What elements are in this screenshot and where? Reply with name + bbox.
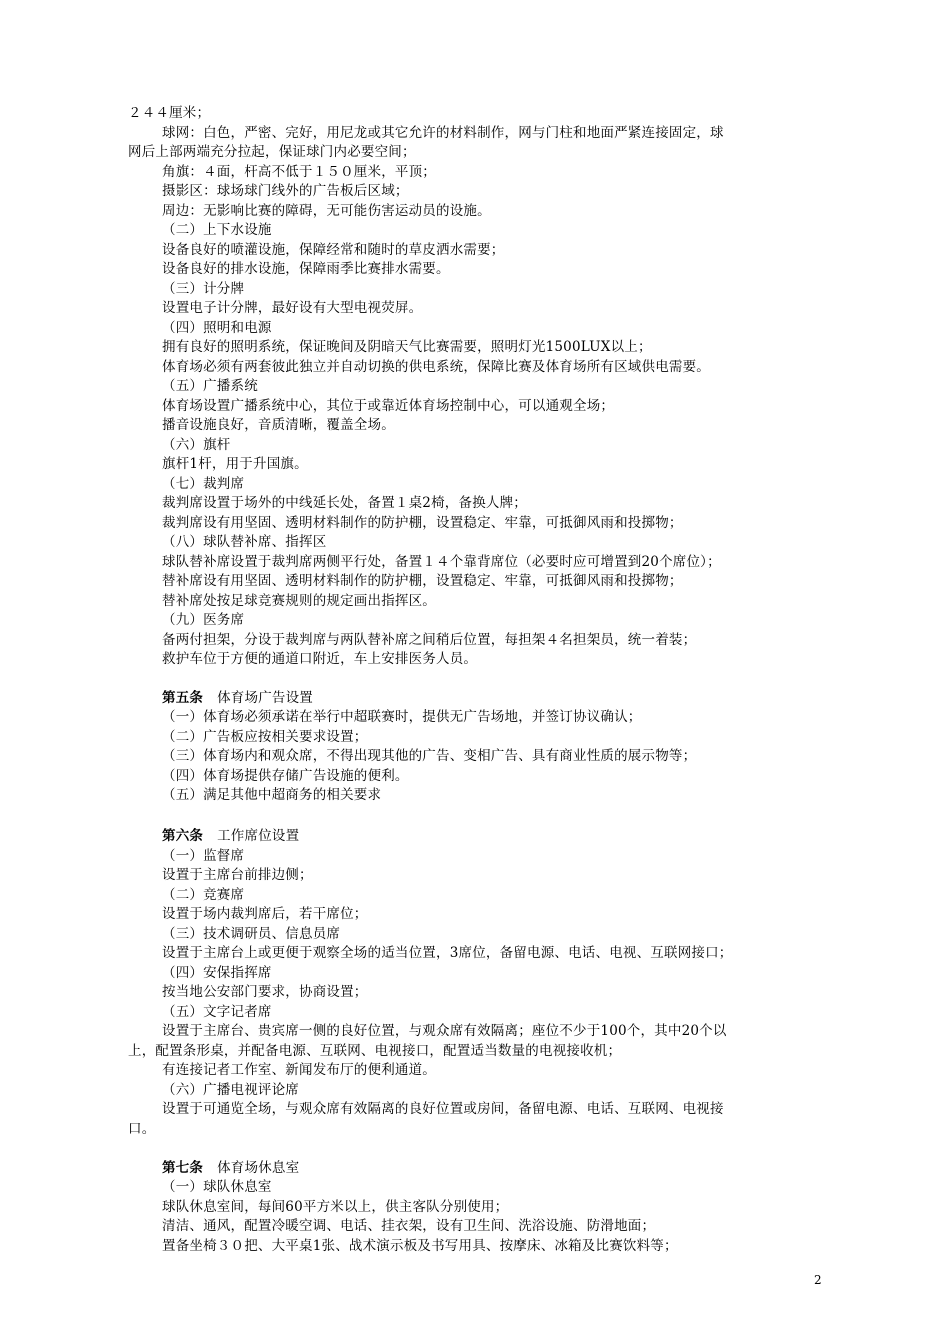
subheading: （八）球队替补席、指挥区 [162,534,327,550]
text-line: 角旗：４面，杆高不低于１５０厘米，平顶； [162,164,436,180]
subheading: （二）竞赛席 [162,887,245,903]
subheading: （六）旗杆 [162,437,231,453]
text-line: 设备良好的排水设施，保障雨季比赛排水需要。 [162,261,450,277]
text-line: 置备坐椅３０把、大平桌1张、战术演示板及书写用具、按摩床、冰箱及比赛饮料等； [162,1238,678,1254]
article-heading [162,689,313,708]
text-line: ２４４厘米； [128,105,211,121]
text-line: 设置于场内裁判席后，若干席位； [162,906,368,922]
article-label: 第七条 [162,1160,204,1176]
text-line: 上，配置条形桌，并配备电源、互联网、电视接口，配置适当数量的电视接收机； [128,1043,622,1059]
text-line: 替补席处按足球竞赛规则的规定画出指挥区。 [162,593,436,609]
text-line: （二）广告板应按相关要求设置； [162,729,368,745]
text-line: 周边：无影响比赛的障碍，无可能伤害运动员的设施。 [162,203,491,219]
text-line: 按当地公安部门要求，协商设置； [162,984,368,1000]
text-line: 替补席设有用坚固、透明材料制作的防护棚，设置稳定、牢靠，可抵御风雨和投掷物； [162,573,683,589]
subheading: （七）裁判席 [162,476,245,492]
article-heading [162,827,299,846]
article-title: 体育场广告设置 [217,690,314,706]
text-line: 清洁、通风，配置冷暖空调、电话、挂衣架，设有卫生间、洗浴设施、防滑地面； [162,1218,656,1234]
text-line: 体育场必须有两套彼此独立并自动切换的供电系统，保障比赛及体育场所有区域供电需要。 [162,359,710,375]
subheading: （四）照明和电源 [162,320,272,336]
article-heading [162,1159,299,1178]
subheading: （二）上下水设施 [162,222,272,238]
subheading: （三）计分牌 [162,281,245,297]
text-line: 球队替补席设置于裁判席两侧平行处，备置１４个靠背席位（必要时应可增置到20个席位）； [162,554,721,570]
text-line: 有连接记者工作室、新闻发布厅的便利通道。 [162,1062,436,1078]
text-line: （四）体育场提供存储广告设施的便利。 [162,768,409,784]
text-line: 球队休息室间，每间60平方米以上，供主客队分别使用； [162,1199,509,1215]
text-line: 设置于主席台前排边侧； [162,867,313,883]
text-line: 备两付担架，分设于裁判席与两队替补席之间稍后位置，每担架４名担架员，统一着装； [162,632,697,648]
text-line: 球网：白色，严密、完好，用尼龙或其它允许的材料制作，网与门柱和地面严紧连接固定，球 [162,125,724,141]
text-line: 旗杆1杆，用于升国旗。 [162,456,308,472]
article-label: 第六条 [162,828,204,844]
text-line: 设置于主席台、贵宾席一侧的良好位置，与观众席有效隔离；座位不少于100个，其中20个以 [162,1023,727,1039]
text-line: 设备良好的喷灌设施，保障经常和随时的草皮洒水需要； [162,242,505,258]
subheading: （四）安保指挥席 [162,965,272,981]
text-line: 裁判席设有用坚固、透明材料制作的防护棚，设置稳定、牢靠，可抵御风雨和投掷物； [162,515,683,531]
article-label: 第五条 [162,690,204,706]
text-line: 播音设施良好，音质清晰，覆盖全场。 [162,417,395,433]
text-line: 口。 [128,1121,156,1137]
article-title: 工作席位设置 [217,828,300,844]
subheading: （三）技术调研员、信息员席 [162,926,341,942]
subheading: （五）广播系统 [162,378,258,394]
text-line: （三）体育场内和观众席，不得出现其他的广告、变相广告、具有商业性质的展示物等； [162,748,697,764]
text-line: 设置电子计分牌，最好设有大型电视荧屏。 [162,300,423,316]
text-line: 拥有良好的照明系统，保证晚间及阴暗天气比赛需要，照明灯光1500LUX以上； [162,339,652,355]
text-line: 设置于可通览全场，与观众席有效隔离的良好位置或房间，备留电源、电话、互联网、电视接 [162,1101,724,1117]
text-line: （五）满足其他中超商务的相关要求 [162,787,382,803]
subheading: （一）监督席 [162,848,245,864]
article-title: 体育场休息室 [217,1160,300,1176]
text-line: （一）体育场必须承诺在举行中超联赛时，提供无广告场地，并签订协议确认； [162,709,642,725]
subheading: （九）医务席 [162,612,245,628]
text-line: 网后上部两端充分拉起，保证球门内必要空间； [128,144,416,160]
subheading: （一）球队休息室 [162,1179,272,1195]
text-line: 体育场设置广播系统中心，其位于或靠近体育场控制中心，可以通观全场； [162,398,615,414]
text-line: 裁判席设置于场外的中线延长处，备置１桌2椅，备换人牌； [162,495,527,511]
text-line: 救护车位于方便的通道口附近，车上安排医务人员。 [162,651,478,667]
subheading: （六）广播电视评论席 [162,1082,299,1098]
text-line: 设置于主席台上或更便于观察全场的适当位置，3席位，备留电源、电话、电视、互联网接口； [162,945,733,961]
text-line: 摄影区：球场球门线外的广告板后区域； [162,183,409,199]
page-number: 2 [814,1273,822,1287]
subheading: （五）文字记者席 [162,1004,272,1020]
